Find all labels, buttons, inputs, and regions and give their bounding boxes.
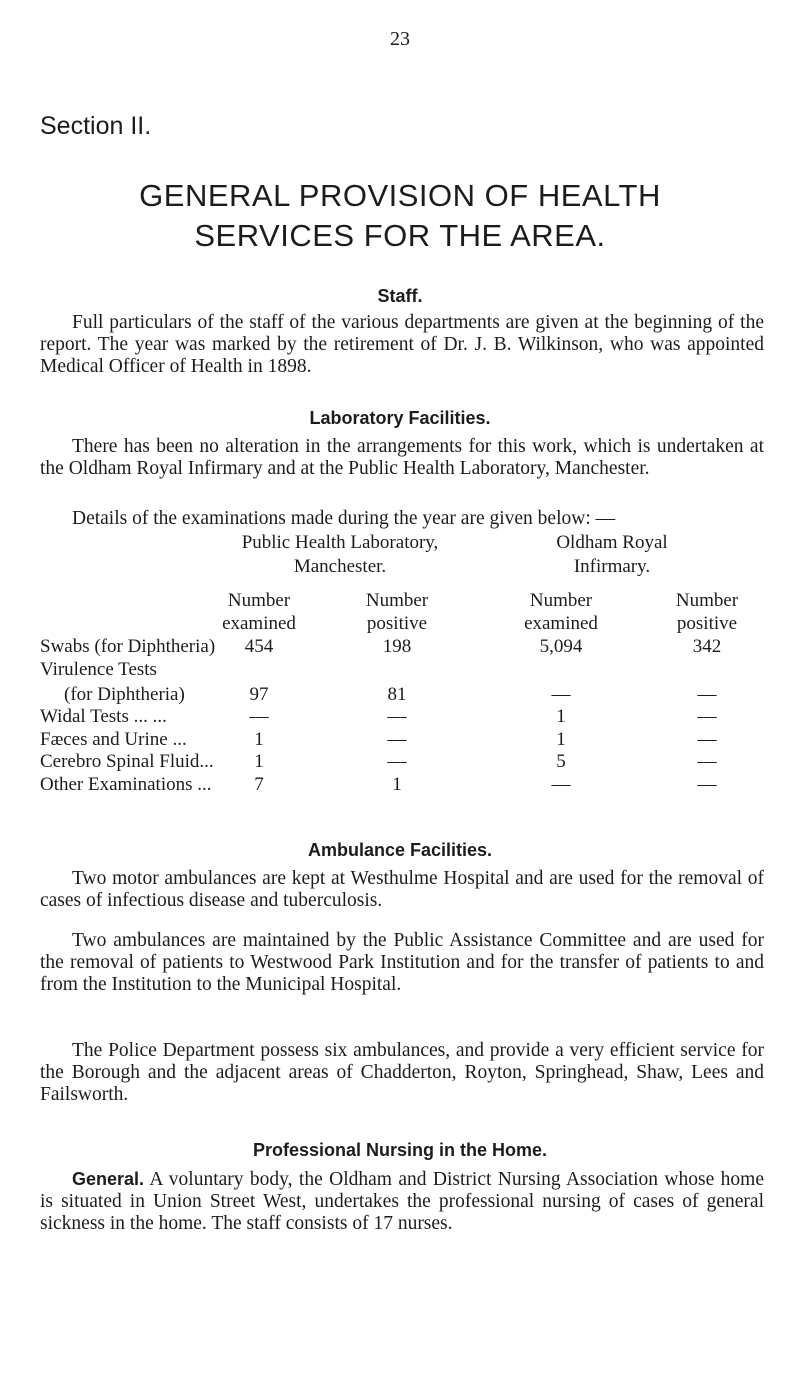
staff-heading: Staff. <box>377 286 423 306</box>
table-cell: 198 <box>382 636 412 657</box>
table-cell: 81 <box>387 684 407 705</box>
column-header: examined <box>222 613 296 634</box>
column-header: Number <box>365 590 429 611</box>
group-header-oldham-line-1: Oldham Royal <box>556 532 668 553</box>
table-cell: 1 <box>392 774 402 795</box>
table-cell: — <box>697 774 717 795</box>
row-label: Swabs (for Diphtheria) <box>40 636 216 657</box>
nursing-heading: Professional Nursing in the Home. <box>252 1140 548 1160</box>
row-label: Other Examinations ... <box>40 774 212 795</box>
table-cell: 1 <box>254 751 264 772</box>
laboratory-paragraph: There has been no alteration in the arrangements for this work, which is undertaken at the Oldham Royal Infirmary and at the Public Health Laboratory, Manchester. <box>40 436 764 479</box>
table-cell: 454 <box>244 636 274 657</box>
column-header: Number <box>227 590 291 611</box>
table-cell: — <box>551 774 571 795</box>
column-header: positive <box>366 613 428 634</box>
table-cell: 342 <box>692 636 722 657</box>
table-cell: — <box>697 706 717 727</box>
group-header-oldham-line-2: Infirmary. <box>573 556 651 577</box>
nursing-paragraph <box>40 1168 764 1235</box>
group-header-manchester-line-2: Manchester. <box>293 556 387 577</box>
row-label: Widal Tests ... ... <box>40 706 167 727</box>
table-cell: — <box>697 729 717 750</box>
table-cell: 5,094 <box>539 636 583 657</box>
table-cell: — <box>387 729 407 750</box>
column-header: examined <box>524 613 598 634</box>
row-label: Cerebro Spinal Fluid... <box>40 751 214 772</box>
table-cell: 7 <box>254 774 264 795</box>
main-heading <box>0 176 800 256</box>
table-cell: 1 <box>254 729 264 750</box>
table-cell: — <box>387 706 407 727</box>
column-header: positive <box>676 613 738 634</box>
table-cell: — <box>387 751 407 772</box>
column-header: Number <box>529 590 593 611</box>
details-intro: Details of the examinations made during the year are given below: — <box>72 508 616 529</box>
nursing-text: A voluntary body, the Oldham and District Nursing Association whose home is situated in Union Street West, undertakes the professional nursing of cases of general sickness in the home. The staff consists of 17 nurses. <box>40 1169 764 1234</box>
table-cell: 1 <box>556 729 566 750</box>
table-cell: — <box>697 751 717 772</box>
staff-paragraph: Full particulars of the staff of the various departments are given at the beginning of the report. The year was marked by the retirement of Dr. J. B. Wilkinson, who was appointed Medical Officer of Health in 1898. <box>40 312 764 377</box>
table-cell: — <box>551 684 571 705</box>
page-number: 23 <box>390 28 410 50</box>
column-header: Number <box>675 590 739 611</box>
nursing-lead: General. <box>72 1169 145 1189</box>
row-label: (for Diphtheria) <box>64 684 185 705</box>
section-title: Section II. <box>40 112 152 140</box>
table-cell: — <box>249 706 269 727</box>
ambulance-paragraph-1: Two motor ambulances are kept at Westhulme Hospital and are used for the removal of cases of infectious disease and tuberculosis. <box>40 868 764 911</box>
laboratory-heading: Laboratory Facilities. <box>309 408 491 428</box>
table-cell: — <box>697 684 717 705</box>
table-cell: 97 <box>249 684 269 705</box>
main-heading-line-1: GENERAL PROVISION OF HEALTH <box>139 178 661 213</box>
ambulance-heading: Ambulance Facilities. <box>307 840 493 860</box>
row-label: Virulence Tests <box>40 659 157 680</box>
row-label: Fæces and Urine ... <box>40 729 187 750</box>
ambulance-paragraph-3: The Police Department possess six ambulances, and provide a very efficient service for the Borough and the adjacent areas of Chadderton, Royton, Springhead, Shaw, Lees and Failsworth. <box>40 1040 764 1105</box>
ambulance-paragraph-2: Two ambulances are maintained by the Public Assistance Committee and are used for the removal of patients to Westwood Park Institution and for the transfer of patients to and from the Institution to the Municipal Hospital. <box>40 930 764 995</box>
main-heading-line-2: SERVICES FOR THE AREA. <box>194 218 606 253</box>
table-cell: 1 <box>556 706 566 727</box>
table-cell: 5 <box>556 751 566 772</box>
group-header-manchester-line-1: Public Health Laboratory, <box>241 532 439 553</box>
